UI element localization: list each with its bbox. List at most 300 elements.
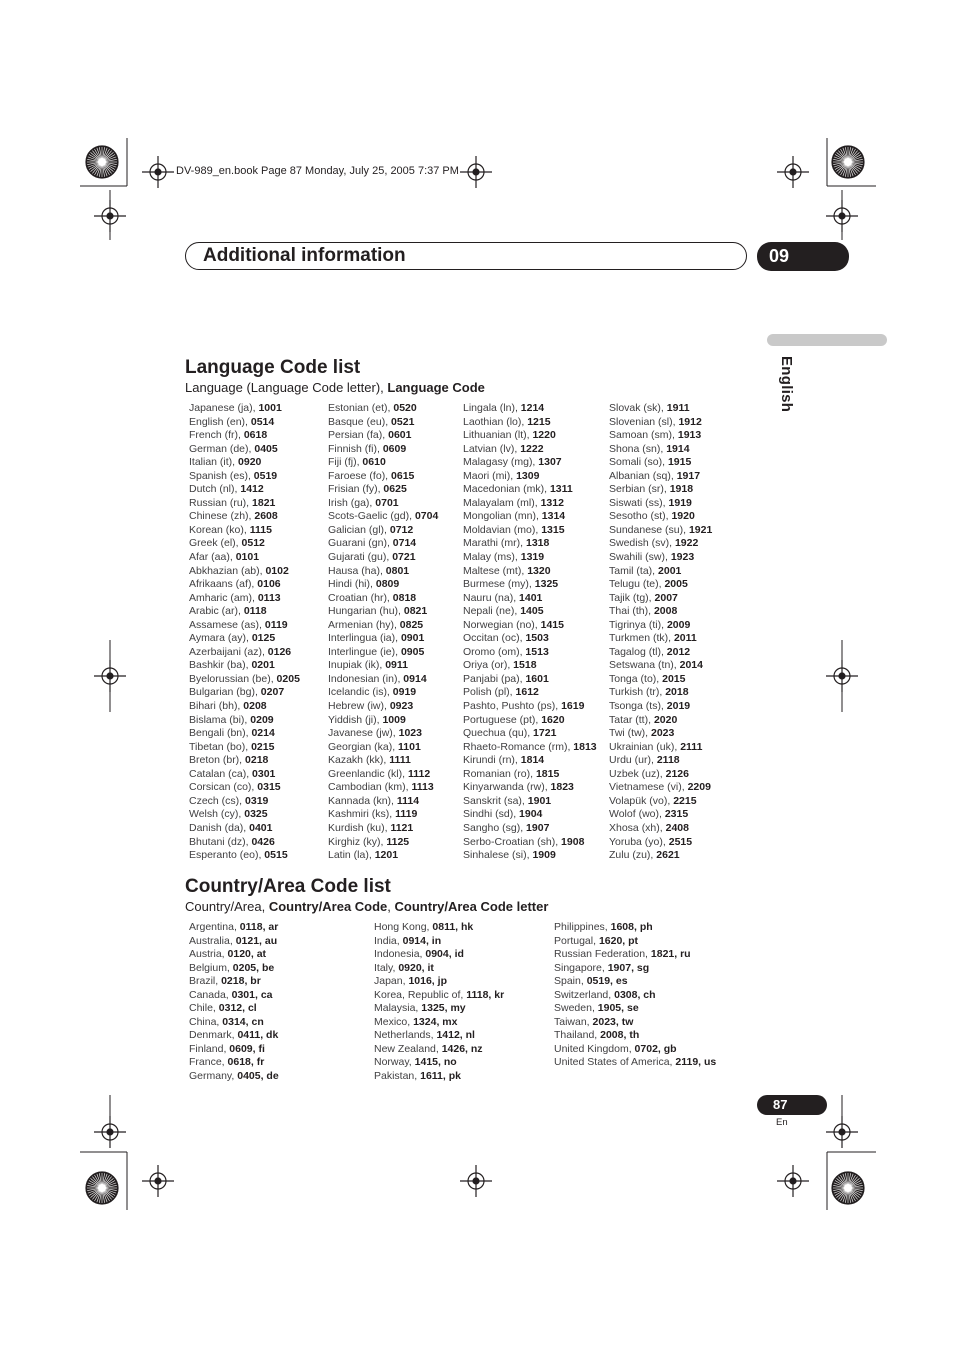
code-item-value: 1619	[561, 700, 585, 713]
code-item-value: 0315	[257, 781, 281, 794]
language-column-3	[463, 402, 597, 863]
country-column-2	[374, 921, 504, 1084]
code-list-item	[328, 822, 438, 836]
code-item-name: France,	[189, 1056, 228, 1069]
country-section-subtitle	[185, 899, 548, 914]
code-item-name: Swedish (sv),	[609, 537, 675, 550]
code-list-item	[189, 768, 300, 782]
code-item-name: Serbian (sr),	[609, 483, 670, 496]
code-item-value: 1426, nz	[441, 1042, 483, 1055]
code-item-value: 2118	[656, 754, 680, 767]
code-item-value: 1919	[668, 496, 692, 509]
code-item-name: Netherlands,	[374, 1029, 437, 1042]
code-list-item	[609, 605, 712, 619]
code-list-item	[374, 948, 504, 962]
code-list-item	[189, 948, 279, 962]
code-item-value: 0905	[400, 645, 425, 658]
code-item-name: Scots-Gaelic (gd),	[328, 510, 415, 523]
code-item-value: 1309	[516, 469, 540, 482]
code-item-value: 0618, fr	[227, 1056, 265, 1069]
code-item-name: Finnish (fi),	[328, 442, 383, 455]
code-item-value: 0118, ar	[239, 921, 279, 933]
code-list-item	[463, 795, 597, 809]
code-item-name: Maltese (mt),	[463, 564, 528, 577]
code-item-name: Catalan (ca),	[189, 767, 253, 780]
code-list-item	[609, 578, 712, 592]
code-item-value: 0515	[264, 849, 288, 862]
code-item-value: 0118	[243, 605, 267, 618]
code-list-item	[328, 605, 438, 619]
code-list-item	[463, 849, 597, 863]
code-item-name: Nepali (ne),	[463, 605, 521, 618]
code-item-name: Lingala (ln),	[463, 402, 521, 414]
code-item-name: Amharic (am),	[189, 591, 258, 604]
code-item-name: Inupiak (ik),	[328, 659, 386, 672]
code-item-value: 0901	[400, 632, 425, 645]
code-item-name: Chile,	[189, 1002, 219, 1015]
code-item-name: Switzerland,	[554, 988, 615, 1001]
code-item-value: 1314	[541, 510, 566, 523]
code-item-value: 1112	[407, 767, 431, 780]
code-item-value: 0701	[375, 496, 399, 509]
code-list-item	[189, 935, 279, 949]
code-list-item	[328, 768, 438, 782]
code-item-value: 0712	[389, 523, 414, 536]
print-meta-line: DV-989_en.book Page 87 Monday, July 25, 2005 7:37 PM	[176, 165, 459, 177]
code-list-item	[609, 551, 712, 565]
code-item-name: Ukrainian (uk),	[609, 740, 681, 753]
code-item-value: 1318	[526, 537, 550, 550]
page-number-badge	[757, 1095, 827, 1115]
code-item-name: Malaysia,	[374, 1002, 422, 1015]
code-item-value: 2023	[651, 727, 675, 740]
code-item-name: Taiwan,	[554, 1015, 593, 1028]
code-item-value: 0721	[392, 551, 416, 564]
code-list-item	[374, 1070, 504, 1084]
code-item-value: 0615	[391, 469, 415, 482]
code-item-name: Spain,	[554, 975, 587, 988]
code-item-value: 0209	[250, 713, 274, 726]
code-list-item	[189, 727, 300, 741]
code-list-item	[554, 962, 716, 976]
code-list-item	[328, 754, 438, 768]
code-item-name: Breton (br),	[189, 754, 246, 767]
code-item-value: 1908	[561, 835, 585, 848]
code-item-value: 1114	[396, 794, 420, 807]
code-list-item	[609, 768, 712, 782]
code-list-item	[374, 1016, 504, 1030]
side-language-label: English	[778, 356, 795, 413]
code-list-item	[463, 483, 597, 497]
code-item-name: Javanese (jw),	[328, 727, 399, 740]
code-item-value: 0102	[265, 564, 289, 577]
code-list-item	[189, 1002, 279, 1016]
code-item-value: 0301, ca	[231, 988, 273, 1001]
code-list-item	[189, 1056, 279, 1070]
code-item-value: 0201	[251, 659, 275, 672]
code-item-name: Burmese (my),	[463, 578, 535, 591]
code-item-name: Croatian (hr),	[328, 591, 393, 604]
code-list-item	[463, 592, 597, 606]
code-item-value: 2009	[666, 618, 691, 631]
code-item-value: 2001	[658, 564, 682, 577]
code-list-item	[189, 646, 300, 660]
code-list-item	[189, 686, 300, 700]
code-item-name: Laothian (lo),	[463, 415, 528, 428]
country-section-title: Country/Area Code list	[185, 876, 391, 897]
code-item-name: Kirundi (rn),	[463, 754, 521, 767]
code-list-item	[189, 1070, 279, 1084]
code-item-name: Byelorussian (be),	[189, 672, 277, 685]
code-list-item	[609, 727, 712, 741]
code-item-value: 0214	[251, 727, 275, 740]
page-number: 87	[773, 1097, 788, 1112]
code-item-name: Telugu (te),	[609, 578, 665, 591]
code-item-value: 0801	[385, 564, 410, 577]
code-item-name: Japan,	[374, 975, 409, 988]
code-list-item	[609, 808, 712, 822]
code-list-item	[463, 822, 597, 836]
code-item-name: Galician (gl),	[328, 523, 390, 536]
code-item-name: Sanskrit (sa),	[463, 794, 528, 807]
code-item-name: Oriya (or),	[463, 659, 514, 672]
code-item-name: Austria,	[189, 948, 228, 961]
code-list-item	[189, 781, 300, 795]
code-item-name: Bihari (bh),	[189, 700, 244, 713]
code-item-name: Estonian (et),	[328, 402, 394, 414]
code-list-item	[374, 1029, 504, 1043]
code-list-item	[189, 537, 300, 551]
code-list-item	[328, 537, 438, 551]
code-item-name: New Zealand,	[374, 1042, 442, 1055]
code-list-item	[374, 935, 504, 949]
code-list-item	[463, 524, 597, 538]
code-item-name: Yiddish (ji),	[328, 713, 383, 726]
code-item-name: German (de),	[189, 442, 255, 455]
language-section-heading	[185, 356, 360, 380]
code-list-item	[328, 416, 438, 430]
code-item-value: 1915	[667, 456, 692, 469]
code-item-value: 0512	[241, 537, 265, 550]
code-item-name: Bhutani (dz),	[189, 835, 252, 848]
code-item-value: 0308, ch	[614, 988, 656, 1001]
code-item-value: 0126	[267, 645, 292, 658]
code-list-item	[328, 673, 438, 687]
code-item-name: Japanese (ja),	[189, 402, 259, 414]
code-list-item	[463, 714, 597, 728]
code-item-value: 1813	[573, 740, 597, 753]
code-list-item	[463, 429, 597, 443]
code-item-value: 1612	[515, 686, 539, 699]
code-item-name: Samoan (sm),	[609, 429, 678, 442]
code-item-name: Azerbaijani (az),	[189, 645, 268, 658]
code-list-item	[609, 483, 712, 497]
code-list-item	[189, 700, 300, 714]
code-item-value: 0426	[251, 835, 275, 848]
code-list-item	[189, 551, 300, 565]
code-list-item	[328, 849, 438, 863]
code-item-name: Irish (ga),	[328, 496, 376, 509]
code-list-item	[328, 470, 438, 484]
language-tab-bar	[767, 334, 887, 346]
page-language-abbrev: En	[776, 1117, 788, 1128]
code-item-name: Chinese (zh),	[189, 510, 255, 523]
code-item-name: Sweden,	[554, 1002, 598, 1015]
code-item-value: 1513	[525, 645, 549, 658]
code-item-value: 0809	[375, 578, 400, 591]
code-list-item	[374, 1002, 504, 1016]
code-list-item	[189, 497, 300, 511]
code-item-value: 0704	[414, 510, 439, 523]
code-item-name: Singapore,	[554, 961, 608, 974]
code-list-item	[189, 605, 300, 619]
country-subtitle-bold-code: Country/Area Code	[268, 899, 388, 914]
code-item-name: Interlingue (ie),	[328, 645, 401, 658]
language-column-4	[609, 402, 712, 863]
code-list-item	[189, 524, 300, 538]
code-list-item	[463, 686, 597, 700]
code-item-name: Fiji (fj),	[328, 456, 363, 469]
code-item-name: Greenlandic (kl),	[328, 767, 408, 780]
code-item-name: Australia,	[189, 934, 236, 947]
code-item-name: Dutch (nl),	[189, 483, 241, 496]
code-list-item	[463, 605, 597, 619]
code-item-name: Kirghiz (ky),	[328, 835, 387, 848]
code-list-item	[189, 989, 279, 1003]
code-item-value: 0207	[260, 686, 285, 699]
code-list-item	[189, 483, 300, 497]
code-item-value: 1115	[249, 523, 272, 536]
code-list-item	[609, 795, 712, 809]
code-item-value: 1001	[258, 402, 282, 414]
code-list-item	[189, 632, 300, 646]
code-list-item	[463, 470, 597, 484]
code-item-name: Siswati (ss),	[609, 496, 669, 509]
code-list-item	[189, 659, 300, 673]
code-item-name: Oromo (om),	[463, 645, 526, 658]
code-item-name: Swahili (sw),	[609, 551, 671, 564]
code-list-item	[189, 592, 300, 606]
code-item-value: 1917	[676, 469, 701, 482]
code-item-name: Denmark,	[189, 1029, 238, 1042]
code-item-name: Zulu (zu),	[609, 849, 657, 862]
code-item-name: Hindi (hi),	[328, 578, 376, 591]
code-list-item	[554, 1056, 716, 1070]
code-item-value: 0101	[235, 551, 260, 564]
code-list-item	[328, 646, 438, 660]
code-item-name: Setswana (tn),	[609, 659, 680, 672]
code-item-value: 0119	[264, 618, 288, 631]
code-list-item	[609, 470, 712, 484]
code-list-item	[609, 659, 712, 673]
code-list-item	[609, 565, 712, 579]
code-item-value: 1922	[674, 537, 699, 550]
code-item-name: Uzbek (uz),	[609, 767, 666, 780]
code-list-item	[374, 921, 504, 935]
code-item-name: Indonesian (in),	[328, 672, 404, 685]
code-list-item	[609, 456, 712, 470]
code-item-name: Tibetan (bo),	[189, 740, 252, 753]
code-item-name: Slovenian (sl),	[609, 415, 679, 428]
code-item-name: Polish (pl),	[463, 686, 516, 699]
code-item-value: 0521	[391, 415, 415, 428]
code-list-item	[374, 1043, 504, 1057]
code-item-value: 1905, se	[597, 1002, 639, 1015]
code-item-value: 2315	[664, 808, 689, 821]
code-list-item	[189, 470, 300, 484]
code-item-name: Turkish (tr),	[609, 686, 666, 699]
code-list-item	[189, 741, 300, 755]
code-item-value: 1901	[527, 794, 552, 807]
code-item-value: 0405	[254, 442, 278, 455]
code-item-value: 0702, gb	[634, 1042, 677, 1055]
code-list-item	[328, 781, 438, 795]
code-item-value: 0919	[392, 686, 417, 699]
code-list-item	[609, 741, 712, 755]
starburst-center	[844, 158, 852, 166]
code-item-value: 0113	[257, 591, 281, 604]
code-list-item	[609, 429, 712, 443]
code-item-value: 0401	[249, 821, 273, 834]
code-list-item	[554, 921, 716, 935]
code-list-item	[463, 416, 597, 430]
code-item-name: Arabic (ar),	[189, 605, 244, 618]
code-item-value: 1412, nl	[436, 1029, 475, 1042]
code-item-name: Sindhi (sd),	[463, 808, 520, 821]
code-item-value: 0625	[383, 483, 407, 496]
code-list-item	[189, 416, 300, 430]
code-item-name: English (en),	[189, 415, 251, 428]
code-list-item	[463, 456, 597, 470]
code-list-item	[328, 795, 438, 809]
code-list-item	[463, 443, 597, 457]
code-item-value: 1311	[549, 483, 573, 496]
language-section-subtitle	[185, 380, 485, 395]
starburst-center	[844, 1184, 852, 1192]
code-item-value: 1913	[677, 429, 702, 442]
code-list-item	[609, 673, 712, 687]
code-item-value: 1125	[386, 835, 410, 848]
code-item-value: 2209	[687, 781, 711, 794]
code-item-name: Slovak (sk),	[609, 402, 667, 414]
code-list-item	[463, 727, 597, 741]
code-item-value: 2408	[665, 821, 689, 834]
code-item-value: 1121	[390, 821, 414, 834]
code-item-name: Macedonian (mk),	[463, 483, 550, 496]
code-list-item	[328, 524, 438, 538]
code-item-value: 0914	[403, 672, 427, 685]
code-item-value: 0215	[251, 740, 275, 753]
code-item-name: Frisian (fy),	[328, 483, 384, 496]
code-item-value: 1415	[540, 618, 564, 631]
code-item-value: 2515	[668, 835, 693, 848]
code-item-name: Indonesia,	[374, 948, 426, 961]
code-item-name: Tajik (tg),	[609, 591, 655, 604]
code-item-name: Panjabi (pa),	[463, 672, 526, 685]
code-item-name: Somali (so),	[609, 456, 668, 469]
code-item-value: 1620, pt	[598, 934, 639, 947]
code-list-item	[189, 975, 279, 989]
code-item-name: Brazil,	[189, 975, 222, 988]
code-list-item	[554, 1016, 716, 1030]
code-item-value: 0911	[385, 659, 408, 672]
code-list-item	[189, 808, 300, 822]
code-list-item	[189, 962, 279, 976]
code-item-name: Germany,	[189, 1070, 238, 1083]
code-item-value: 2018	[665, 686, 689, 699]
code-item-value: 2014	[679, 659, 703, 672]
code-item-name: Guarani (gn),	[328, 537, 393, 550]
code-item-name: Mongolian (mn),	[463, 510, 542, 523]
code-item-value: 1921	[688, 523, 713, 536]
code-list-item	[463, 551, 597, 565]
code-item-value: 1611, pk	[420, 1070, 461, 1083]
code-item-name: Assamese (as),	[189, 618, 265, 631]
code-item-value: 0609	[382, 442, 407, 455]
code-item-value: 1815	[535, 767, 560, 780]
country-column-1	[189, 921, 279, 1084]
code-item-value: 2215	[673, 794, 697, 807]
code-item-value: 1412	[240, 483, 264, 496]
code-item-value: 0818	[392, 591, 417, 604]
code-item-name: Serbo-Croatian (sh),	[463, 835, 562, 848]
code-item-name: Danish (da),	[189, 821, 250, 834]
code-list-item	[328, 456, 438, 470]
code-item-value: 0319	[245, 794, 269, 807]
code-item-name: Hausa (ha),	[328, 564, 386, 577]
code-list-item	[189, 1043, 279, 1057]
code-list-item	[189, 402, 300, 416]
code-list-item	[609, 632, 712, 646]
code-list-item	[609, 524, 712, 538]
code-item-name: Nauru (na),	[463, 591, 520, 604]
code-item-value: 1222	[520, 442, 544, 455]
code-item-name: Latvian (lv),	[463, 442, 521, 455]
code-item-value: 1312	[540, 496, 564, 509]
code-list-item	[328, 497, 438, 511]
code-list-item	[609, 510, 712, 524]
code-item-value: 1214	[520, 402, 545, 414]
code-list-item	[554, 989, 716, 1003]
code-item-value: 0312, cl	[218, 1002, 257, 1015]
code-list-item	[328, 443, 438, 457]
code-item-value: 1111	[389, 754, 411, 767]
code-list-item	[328, 402, 438, 416]
code-list-item	[328, 836, 438, 850]
code-item-name: Philippines,	[554, 921, 611, 933]
country-column-3	[554, 921, 716, 1070]
header-title: Additional information	[203, 245, 406, 266]
code-item-name: Turkmen (tk),	[609, 632, 674, 645]
code-item-name: Basque (eu),	[328, 415, 392, 428]
code-list-item	[463, 741, 597, 755]
code-item-value: 1215	[527, 415, 551, 428]
code-item-value: 0601	[388, 429, 412, 442]
code-list-item	[328, 741, 438, 755]
code-item-value: 1324, mx	[413, 1015, 458, 1028]
code-item-name: Mexico,	[374, 1015, 414, 1028]
code-item-name: Canada,	[189, 988, 232, 1001]
code-item-value: 0618	[243, 429, 268, 442]
code-item-name: Abkhazian (ab),	[189, 564, 266, 577]
code-list-item	[374, 975, 504, 989]
code-list-item	[554, 975, 716, 989]
code-item-name: Afrikaans (af),	[189, 578, 258, 591]
code-item-value: 1405	[520, 605, 544, 618]
code-list-item	[328, 483, 438, 497]
code-list-item	[189, 921, 279, 935]
code-list-item	[328, 727, 438, 741]
